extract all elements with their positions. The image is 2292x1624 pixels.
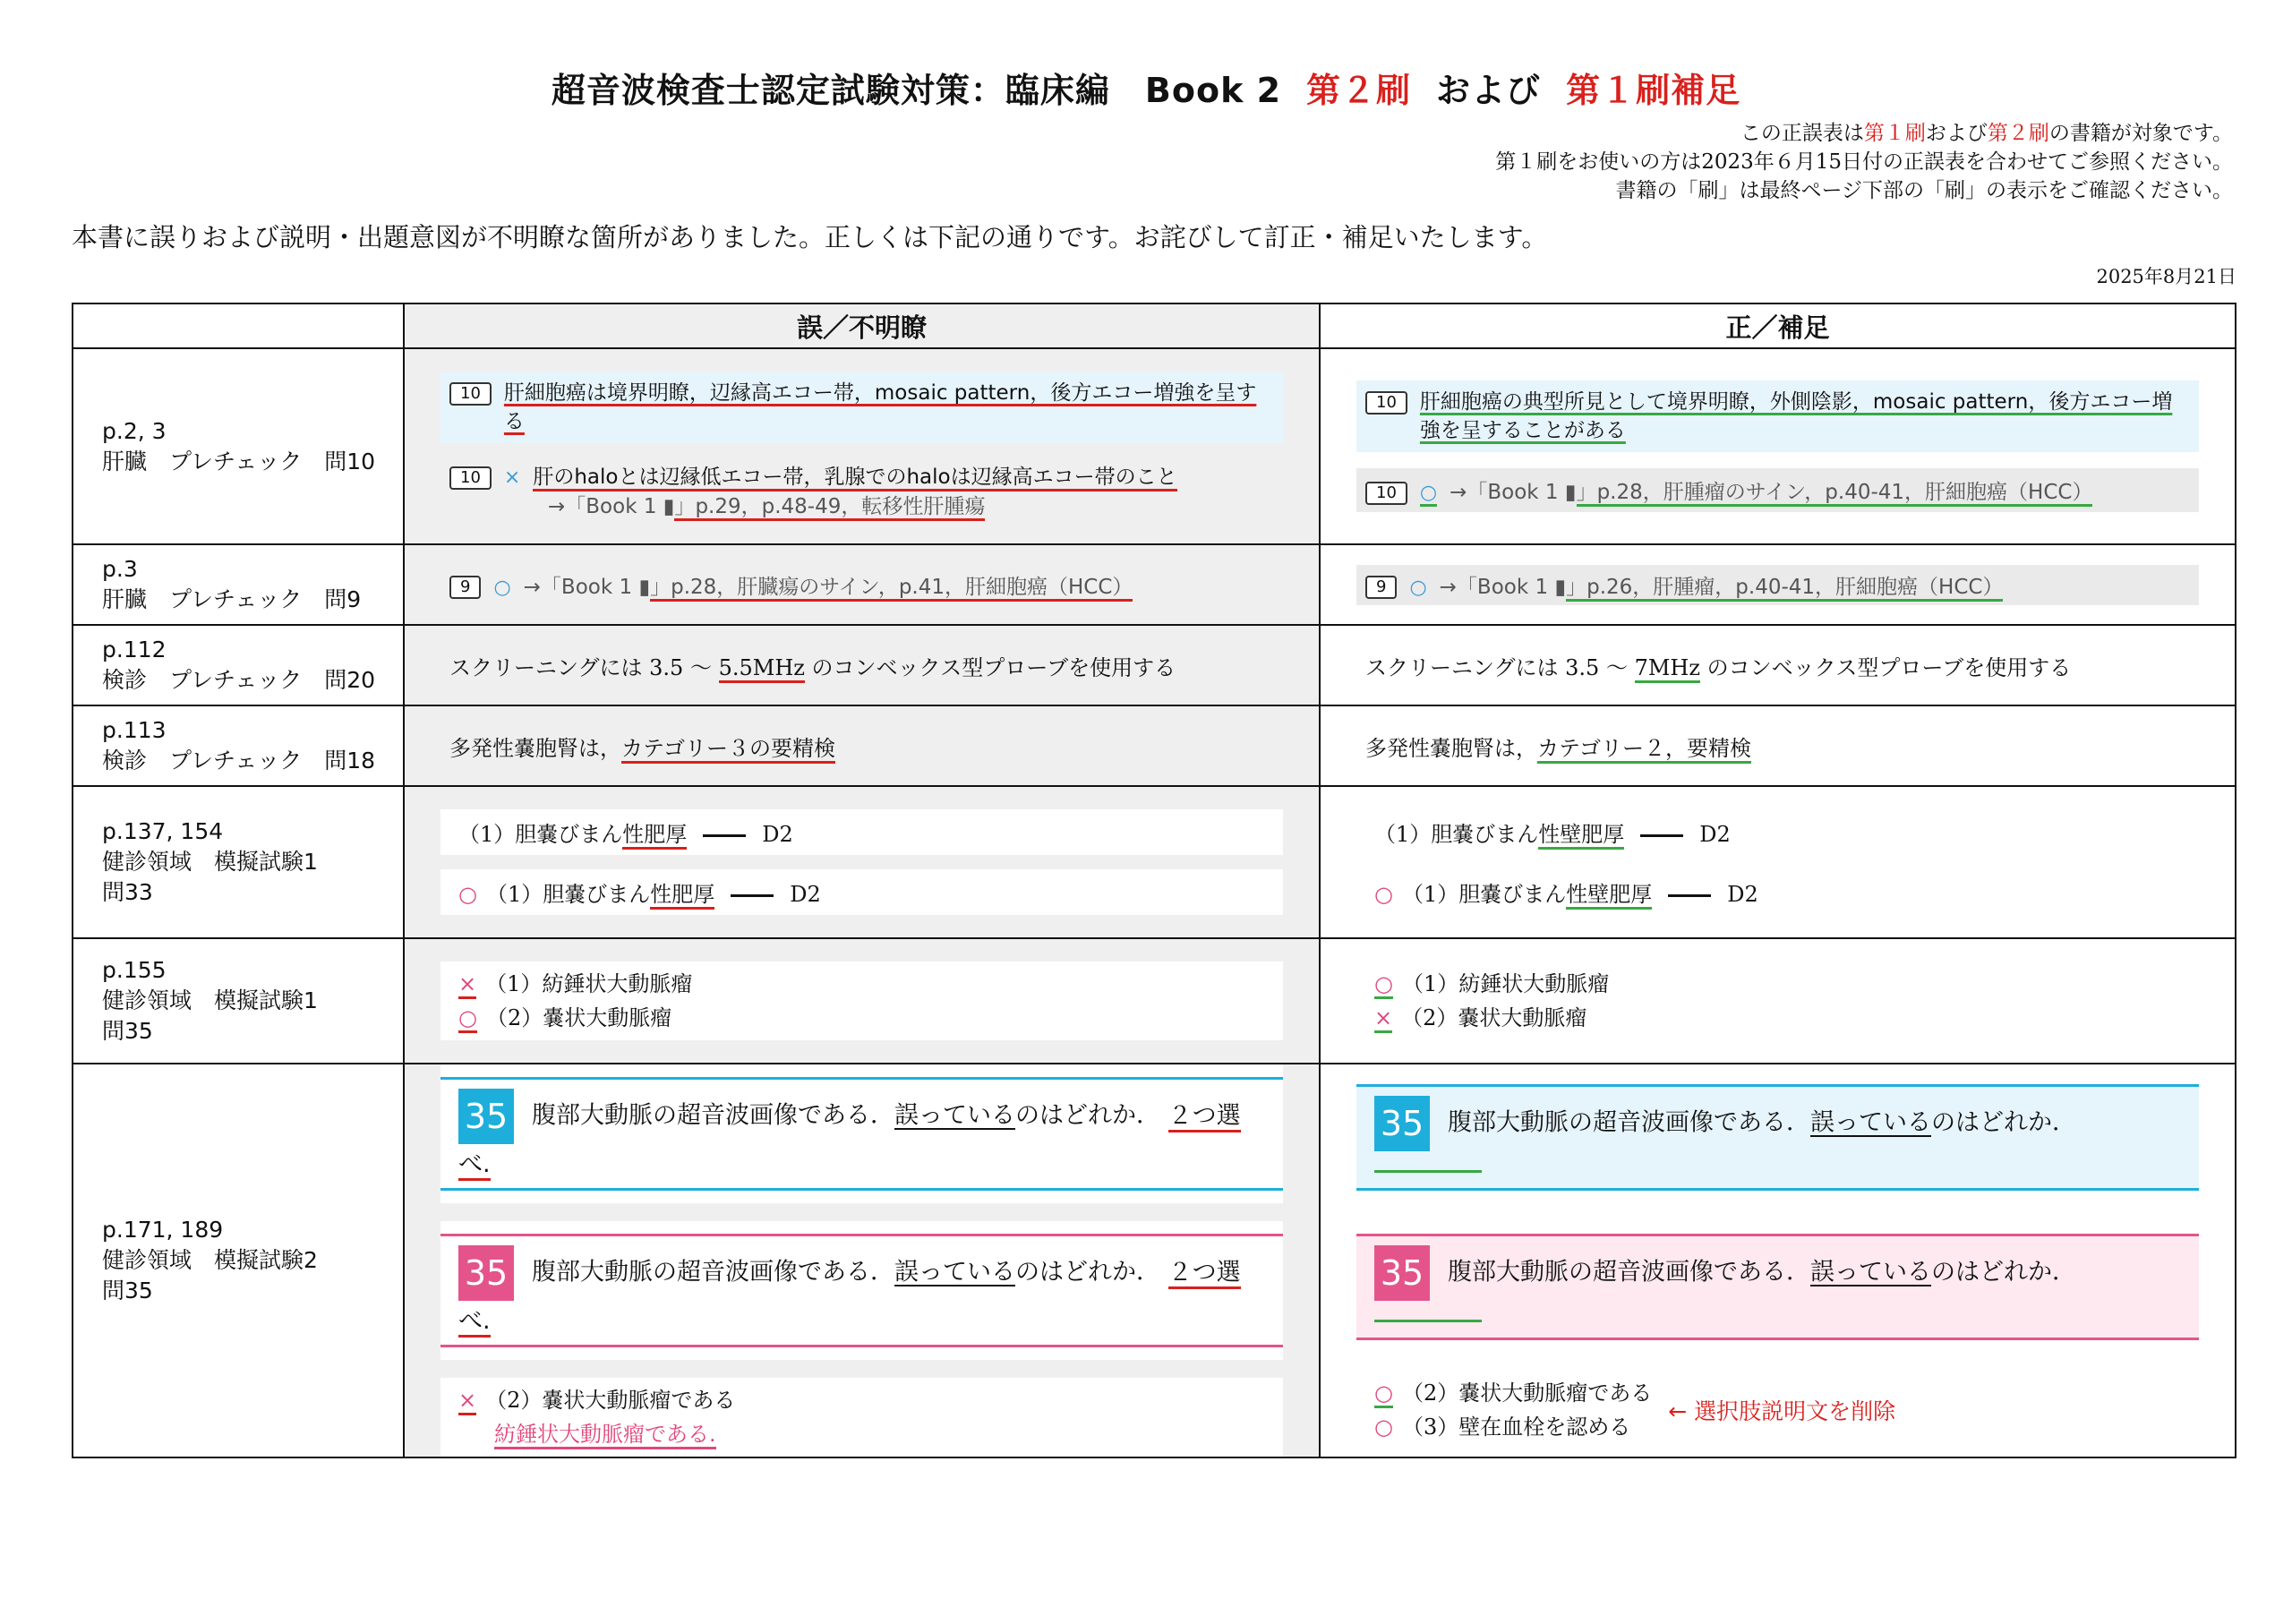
right-cell: 多発性嚢胞腎は，カテゴリー２，要精検: [1320, 705, 2236, 786]
note-line-3: 書籍の「刷」は最終ページ下部の「刷」の表示をご確認ください。: [1615, 179, 2233, 202]
issue-date: 2025年8月21日: [2096, 266, 2236, 287]
wrong-cell: スクリーニングには 3.5 ～ 5.5MHz のコンベックス型プローブを使用する: [404, 625, 1320, 705]
table-row: [73, 625, 2236, 705]
title-and: および: [1436, 71, 1542, 110]
row-location: p.3 肝臓 プレチェック 問9: [73, 544, 404, 625]
row-location: p.2, 3 肝臓 プレチェック 問10: [73, 348, 404, 544]
table-row: [73, 938, 2236, 1064]
question-pink: 35 腹部大動脈の超音波画像である．誤っているのはどれか．: [1356, 1234, 2199, 1340]
wrong-cell: （1）胆嚢びまん性肥厚 D2 ○ （1）胆嚢びまん性肥厚 D2: [404, 786, 1320, 938]
title-main: 超音波検査士認定試験対策：臨床編 Book 2: [551, 71, 1282, 110]
right-cell: [1320, 348, 2236, 544]
table-row: [73, 544, 2236, 625]
row-location: p.155 健診領域 模擬試験1 問35: [73, 938, 404, 1064]
right-cell: 9 ○ →「Book 1 ▮」p.26，肝腫瘤，p.40-41，肝細胞癌（HCC）: [1320, 544, 2236, 625]
page-title: [0, 63, 2292, 112]
right-cell: 35 腹部大動脈の超音波画像である．誤っているのはどれか． 35 腹部大動脈の超音波画像である．誤っているのはどれか． ○ （2）嚢状大動脈瘤である ○ （3）壁在血栓を認める ← 選択肢説明文を削除: [1320, 1064, 2236, 1457]
header-wrong: 誤／不明瞭: [404, 303, 1320, 348]
wrong-cell: × （1）紡錘状大動脈瘤 ○ （2）嚢状大動脈瘤: [404, 938, 1320, 1064]
wrong-cell: 多発性嚢胞腎は，カテゴリー３の要精検: [404, 705, 1320, 786]
note-line-2: 第１刷をお使いの方は2023年６月15日付の正誤表を合わせてご参照ください。: [1495, 150, 2233, 174]
header-right: 正／補足: [1320, 303, 2236, 348]
question-pink: 35 腹部大動脈の超音波画像である．誤っているのはどれか． ２つ選べ.: [440, 1234, 1283, 1347]
title-print1: 第１刷補足: [1566, 71, 1741, 110]
right-cell: ○ （1）紡錘状大動脈瘤 × （2）嚢状大動脈瘤: [1320, 938, 2236, 1064]
row-location: p.113 検診 プレチェック 問18: [73, 705, 404, 786]
wrong-cell: 35 腹部大動脈の超音波画像である．誤っているのはどれか． ２つ選べ. 35 腹部大動脈の超音波画像である．誤っているのはどれか． ２つ選べ. × （2）嚢状大動脈瘤である 紡錘状大動脈瘤である.: [404, 1064, 1320, 1457]
question-blue: 35 腹部大動脈の超音波画像である．誤っているのはどれか． ２つ選べ.: [440, 1077, 1283, 1191]
right-cell: （1）胆嚢びまん性壁肥厚 D2 ○ （1）胆嚢びまん性壁肥厚 D2: [1320, 786, 2236, 938]
note-line-1: この正誤表は第１刷および第２刷の書籍が対象です。: [1740, 122, 2233, 145]
table-row: [73, 1064, 2236, 1457]
table-row: [73, 786, 2236, 938]
errata-table: [72, 303, 2236, 1458]
right-answer: 10 ○ →「Book 1 ▮」p.28，肝腫瘤のサイン，p.40-41，肝細胞癌（HCC）: [1356, 468, 2199, 512]
deletion-note: ← 選択肢説明文を削除: [1668, 1398, 1896, 1424]
book-icon: ▮: [1564, 481, 1577, 504]
book-icon: ▮: [638, 575, 651, 599]
row-location: p.137, 154 健診領域 模擬試験1 問33: [73, 786, 404, 938]
table-row: [73, 705, 2236, 786]
table-row: [73, 348, 2236, 544]
right-statement: 10 肝細胞癌の典型所見として境界明瞭，外側陰影，mosaic pattern，後方エコー増強を呈することがある: [1356, 380, 2199, 452]
target-notes: [1495, 119, 2233, 205]
row-location: p.171, 189 健診領域 模擬試験2 問35: [73, 1064, 404, 1457]
row-location: p.112 検診 プレチェック 問20: [73, 625, 404, 705]
book-icon: ▮: [1554, 575, 1567, 599]
right-cell: スクリーニングには 3.5 ～ 7MHz のコンベックス型プローブを使用する: [1320, 625, 2236, 705]
wrong-answer: 10 × 肝のhaloとは辺縁低エコー帯，乳腺でのhaloは辺縁高エコー帯のこと →「Book 1 ▮」p.29，p.48-49，転移性肝腫瘍: [440, 463, 1283, 521]
wrong-cell: [404, 348, 1320, 544]
wrong-statement: 10 肝細胞癌は境界明瞭，辺縁高エコー帯，mosaic pattern，後方エコー増強を呈する: [440, 372, 1283, 443]
wrong-cell: 9 ○ →「Book 1 ▮」p.28，肝臓瘍のサイン，p.41，肝細胞癌（HCC）: [404, 544, 1320, 625]
intro-text: 本書に誤りおよび説明・出題意図が不明瞭な箇所がありました。正しくは下記の通りです。お詫びして訂正・補足いたします。: [72, 222, 1548, 252]
question-blue: 35 腹部大動脈の超音波画像である．誤っているのはどれか．: [1356, 1084, 2199, 1191]
table-header-row: [73, 303, 2236, 348]
title-print2: 第２刷: [1306, 71, 1412, 110]
book-icon: ▮: [663, 495, 675, 518]
